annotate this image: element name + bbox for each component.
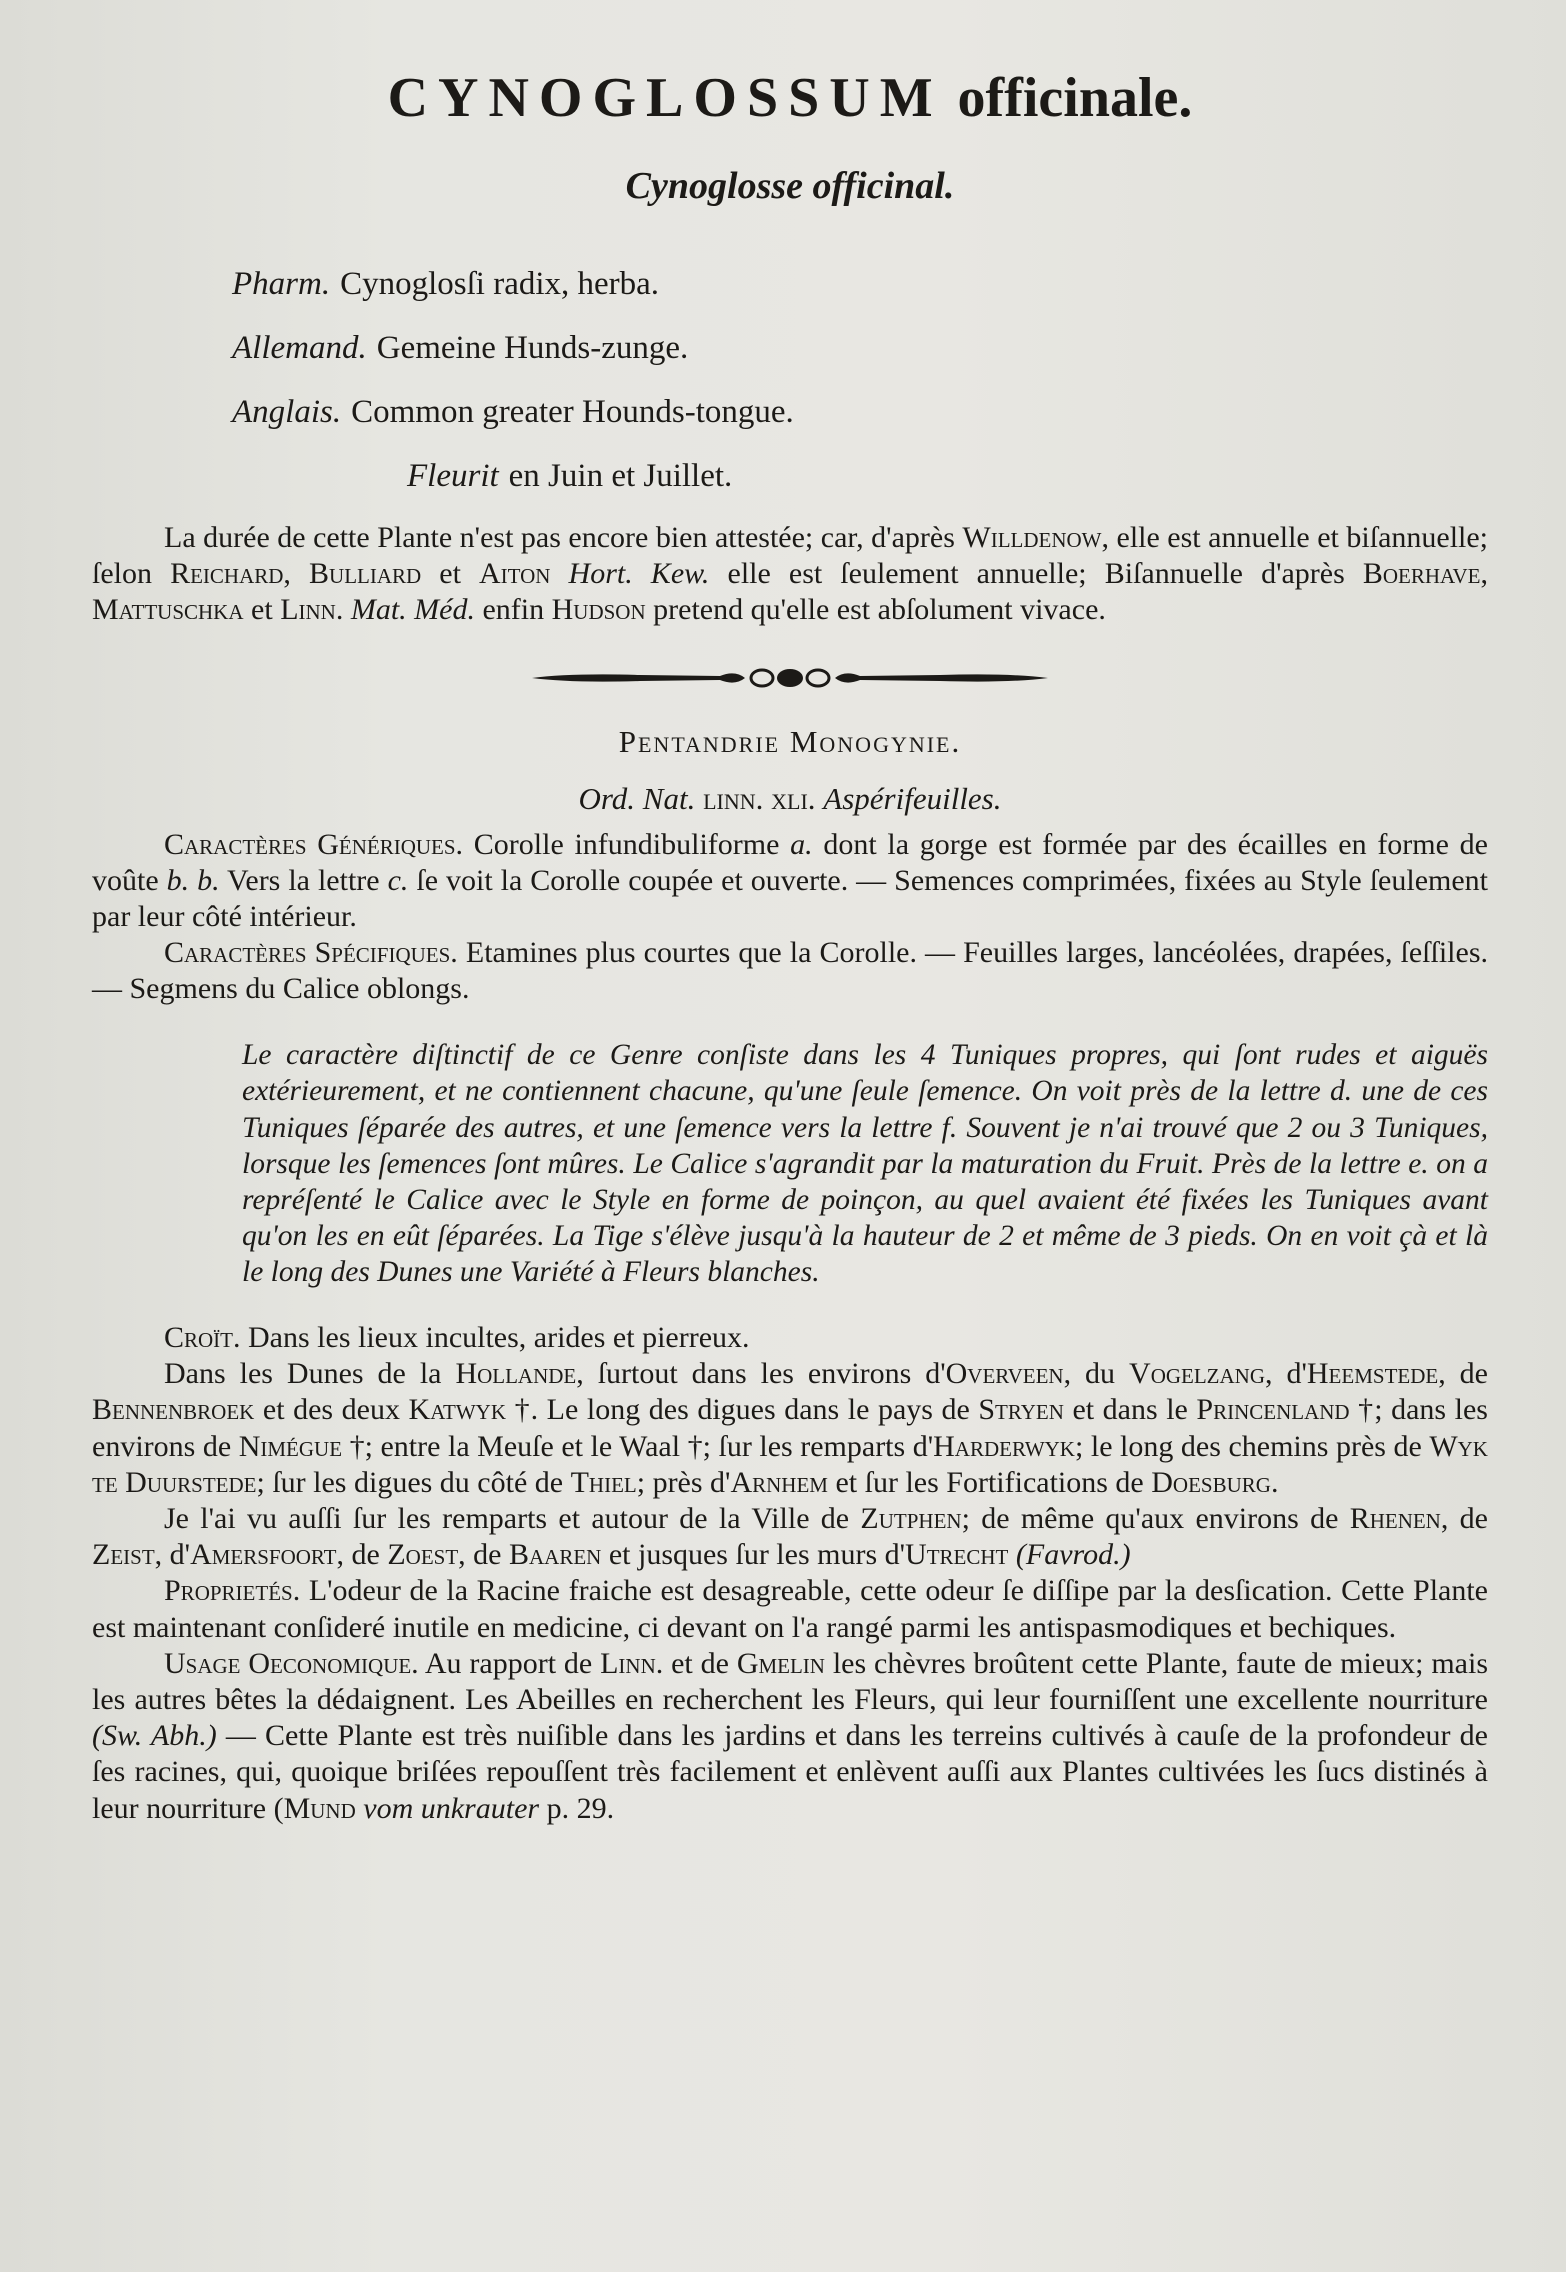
generic-characters: Caractères Génériques. Corolle infundibuliforme a. dont la gorge est formée par des écailles en forme de voûte b. b. Vers la lettre c. ſe voit la Corolle coupée et ouverte. — Semences comprimées, fixées au Style ſeulement par leur côté intérieur. <box>92 827 1489 934</box>
name-row-english <box>232 380 1488 444</box>
distinctive-note: Le caractère diſtinctif de ce Genre conſiste dans les 4 Tuniques propres, qui ſont rudes et aiguës extérieurement, et ne contiennent chacune, qu'une ſeule ſemence. On voit près de la lettre d. une de ces Tuniques ſéparée des autres, et une ſemence vers la lettre f. Souvent je n'ai trouvé que 2 ou 3 Tuniques, lorsque les ſemences ſont mûres. Le Calice s'agrandit par la maturation du Fruit. Près de la lettre e. on a repréſenté le Calice avec le Style en forme de poinçon, au quel avaient été fixées les Tuniques avant qu'on les en eût ſéparées. La Tige s'élève jusqu'à la hauteur de 2 et même de 3 pieds. On en voit çà et là le long des Dunes une Variété à Fleurs blanches. <box>242 1039 1488 1289</box>
specific-characters: Caractères Spécifiques. Etamines plus courtes que la Corolle. — Feuilles larges, lancéolées, drapées, ſeſſiles. — Segmens du Calice oblongs. <box>92 936 1489 1006</box>
natural-order: Ord. Nat. linn. xli. Aspérifeuilles. <box>578 780 1002 816</box>
species-name: officinale. <box>957 67 1193 129</box>
genus-name: CYNOGLOSSUM <box>387 67 943 129</box>
name-text: Common greater Hounds-tongue. <box>351 394 794 430</box>
name-label: Allemand. <box>232 330 367 366</box>
class-heading: Pentandrie Monogynie. <box>618 723 962 759</box>
flowering-text: en Juin et Juillet. <box>508 458 733 494</box>
flowering-label: Fleurit <box>407 458 499 494</box>
name-row-german <box>232 316 1488 380</box>
name-row-pharm <box>232 252 1488 316</box>
flowering-line <box>232 444 1488 508</box>
seen-paragraph: Je l'ai vu auſſi ſur les remparts et autour de la Ville de Zutphen; de même qu'aux environs de Rhenen, de Zeist, d'Amersfoort, de Zoest, de Baaren et jusques ſur les murs d'Utrecht (Favrod.) <box>92 1502 1488 1572</box>
intro-paragraph: La durée de cette Plante n'est pas encore bien attestée; car, d'après Willdenow, elle est annuelle et biſannuelle; ſelon Reichard, Bulliard et Aiton Hort. Kew. elle est ſeulement annuelle; Biſannuelle d'après Boerhave, Mattuschka et Linn. Mat. Méd. enfin Hudson pretend qu'elle est abſolument vivace. <box>92 521 1489 627</box>
name-label: Anglais. <box>232 394 342 430</box>
vernacular-names <box>92 252 1488 508</box>
locations-paragraph: Dans les Dunes de la Hollande, ſurtout dans les environs d'Overveen, du Vogelzang, d'Heemstede, de Bennenbroek et des deux Katwyk †. Le long des digues dans le pays de Stryen et dans le Princenland †; dans les environs de Nimégue †; entre la Meuſe et le Waal †; ſur les remparts d'Harderwyk; le long des chemins près de Wyk te Duurstede; ſur les digues du côté de Thiel; près d'Arnhem et ſur les Fortifications de Doesburg. <box>92 1357 1488 1499</box>
properties-paragraph: Proprietés. L'odeur de la Racine fraiche est desagreable, cette odeur ſe diſſipe par la desſication. Cette Plante est maintenant conſideré inutile en medicine, ci devant on l'a rangé parmi les antispasmodiques et bechiques. <box>92 1574 1488 1644</box>
name-text: Cynoglosſi radix, herba. <box>340 266 660 302</box>
ornament-divider <box>530 665 1050 691</box>
habitat-paragraph: Croït. Dans les lieux incultes, arides et pierreux. <box>164 1321 750 1355</box>
name-text: Gemeine Hunds-zunge. <box>376 330 689 366</box>
name-label: Pharm. <box>232 266 331 302</box>
economic-use-paragraph: Usage Oeconomique. Au rapport de Linn. et de Gmelin les chèvres broûtent cette Plante, faute de mieux; mais les autres bêtes la dédaignent. Les Abeilles en recherchent les Fleurs, qui leur fourniſſent une excellente nourriture (Sw. Abh.) — Cette Plante est très nuiſible dans les jardins et dans les terreins cultivés à cauſe de la profondeur de ſes racines, qui, quoique briſées repouſſent très facilement et enlèvent auſſi aux Plantes cultivées les ſucs distinés à leur nourriture (Mund vom unkrauter p. 29. <box>92 1646 1488 1825</box>
page-title <box>92 58 1488 138</box>
french-name: Cynoglosse officinal. <box>625 165 955 207</box>
